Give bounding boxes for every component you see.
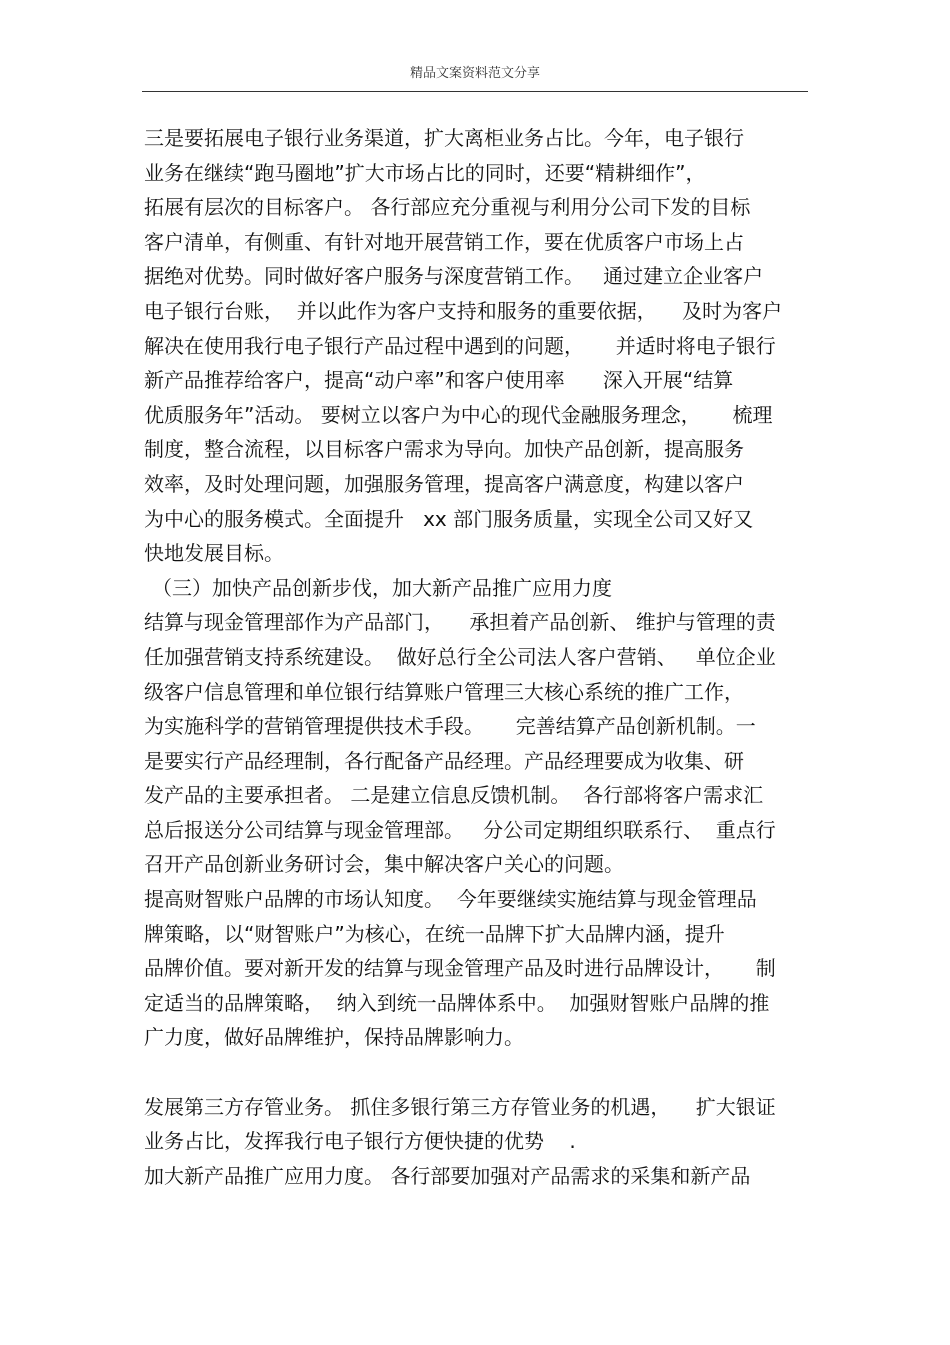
text-line: 据绝对优势。同时做好客户服务与深度营销工作。 通过建立企业客户: [144, 264, 764, 289]
text-line: 召开产品创新业务研讨会，集中解决客户关心的问题。: [144, 852, 624, 877]
text-line: 定适当的品牌策略， 纳入到统一品牌体系中。 加强财智账户品牌的推: [144, 990, 770, 1015]
text-line: 加大新产品推广应用力度。 各行部要加强对产品需求的采集和新产品: [144, 1163, 751, 1188]
text-line: 任加强营销支持系统建设。 做好总行全公司法人客户营销、 单位企业: [144, 644, 776, 669]
text-line: 业务占比，发挥我行电子银行方便快捷的优势 .: [144, 1129, 576, 1154]
paragraph-gap: [144, 1055, 808, 1090]
text-line: 客户清单，有侧重、有针对地开展营销工作，要在优质客户市场上占: [144, 229, 744, 254]
text-line: 品牌价值。要对新开发的结算与现金管理产品及时进行品牌设计， 制: [144, 956, 776, 981]
text-line: 发产品的主要承担者。 二是建立信息反馈机制。 各行部将客户需求汇: [144, 783, 764, 808]
header-divider: [142, 91, 808, 92]
text-line: 解决在使用我行电子银行产品过程中遇到的问题， 并适时将电子银行: [144, 333, 776, 358]
text-line: 三是要拓展电子银行业务渠道，扩大离柜业务占比。今年，电子银行: [144, 126, 744, 150]
text-line: 拓展有层次的目标客户。 各行部应充分重视与利用分公司下发的目标: [144, 195, 751, 220]
text-line: 效率，及时处理问题，加强服务管理，提高客户满意度，构建以客户: [144, 471, 744, 496]
section-heading: （三）加快产品创新步伐，加大新产品推广应用力度: [152, 575, 612, 600]
page-header-title: 精品文案资料范文分享: [409, 66, 540, 81]
document-body: [144, 121, 808, 1193]
text-line: 总后报送分公司结算与现金管理部。 分公司定期组织联系行、 重点行: [144, 817, 776, 842]
text-line: 电子银行台账， 并以此作为客户支持和服务的重要依据， 及时为客户: [144, 298, 783, 323]
text-line: 级客户信息管理和单位银行结算账户管理三大核心系统的推广工作，: [144, 679, 744, 704]
text-line: 广力度，做好品牌维护，保持品牌影响力。: [144, 1025, 524, 1050]
text-line: 制度，整合流程，以目标客户需求为导向。加快产品创新，提高服务: [144, 437, 744, 462]
text-line: 是要实行产品经理制，各行配备产品经理。产品经理要成为收集、研: [144, 748, 744, 773]
text-line: 快地发展目标。: [144, 541, 284, 566]
text-line: 优质服务年”活动。 要树立以客户为中心的现代金融服务理念， 梳理: [144, 402, 773, 427]
text-line: 新产品推荐给客户，提高“动户率”和客户使用率 深入开展“结算: [144, 368, 734, 393]
text-line: 提高财智账户品牌的市场认知度。 今年要继续实施结算与现金管理品: [144, 887, 757, 912]
text-line: 业务在继续“跑马圈地”扩大市场占比的同时，还要“精耕细作”，: [144, 160, 706, 185]
text-line: 为中心的服务模式。全面提升 xx 部门服务质量，实现全公司又好又: [144, 506, 754, 531]
text-line: 牌策略，以“财智账户”为核心，在统一品牌下扩大品牌内涵，提升: [144, 921, 725, 946]
text-line: 结算与现金管理部作为产品部门， 承担着产品创新、 维护与管理的责: [144, 610, 776, 635]
text-line: 发展第三方存管业务。 抓住多银行第三方存管业务的机遇， 扩大银证: [144, 1094, 776, 1119]
text-line: 为实施科学的营销管理提供技术手段。 完善结算产品创新机制。一: [144, 714, 756, 739]
